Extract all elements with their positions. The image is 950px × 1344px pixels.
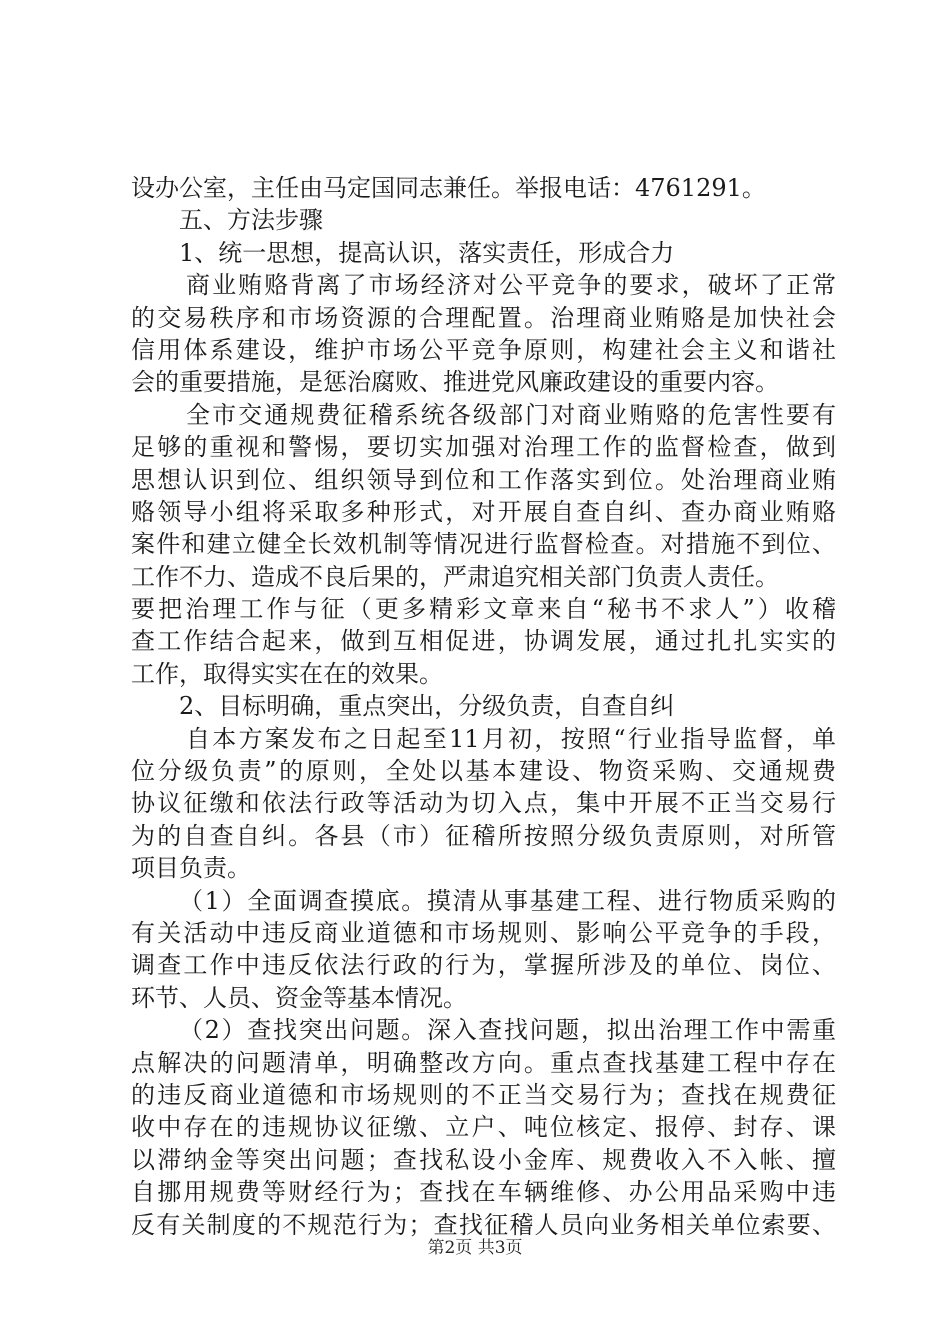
text-line: 商业贿赂背离了市场经济对公平竞争的要求，破坏了正常 [186, 271, 836, 300]
text-line: 设办公室，主任由马定国同志兼任。举报电话：4761291。 [131, 174, 766, 202]
text-line: 的违反商业道德和市场规则的不正当交易行为；查找在规费征 [131, 1080, 836, 1109]
text-line: 工作，取得实实在在的效果。 [131, 659, 443, 688]
section-heading: 五、方法步骤 [179, 206, 323, 235]
subsection-heading: 1、统一思想，提高认识，落实责任，形成合力 [179, 238, 675, 267]
text-line: 的交易秩序和市场资源的合理配置。治理商业贿赂是加快社会 [131, 303, 836, 332]
text-line: 收中存在的违规协议征缴、立户、吨位核定、报停、封存、课 [131, 1113, 836, 1142]
page-number: 第2页 共3页 [427, 1238, 523, 1258]
text-line: 足够的重视和警惕，要切实加强对治理工作的监督检查，做到 [131, 433, 836, 462]
text-line: 要把治理工作与征（更多精彩文章来自“秘书不求人”）收稽 [131, 595, 836, 624]
text-line: 位分级负责”的原则，全处以基本建设、物资采购、交通规费 [131, 757, 836, 786]
text-line: 信用体系建设，维护市场公平竞争原则，构建社会主义和谐社 [131, 335, 836, 364]
text-line: 有关活动中违反商业道德和市场规则、影响公平竞争的手段， [131, 918, 836, 947]
text-line: 会的重要措施，是惩治腐败、推进党风廉政建设的重要内容。 [131, 368, 779, 397]
text-line: 案件和建立健全长效机制等情况进行监督检查。对措施不到位、 [131, 530, 836, 559]
text-line: 项目负责。 [131, 854, 251, 883]
text-line: 全市交通规费征稽系统各级部门对商业贿赂的危害性要有 [186, 400, 836, 429]
text-line: 调查工作中违反依法行政的行为，掌握所涉及的单位、岗位、 [131, 951, 836, 980]
text-line: 查工作结合起来，做到互相促进，协调发展，通过扎扎实实的 [131, 627, 836, 656]
text-line: 协议征缴和依法行政等活动为切入点，集中开展不正当交易行 [131, 789, 836, 818]
text-line: （1）全面调查摸底。摸清从事基建工程、进行物质采购的 [179, 886, 836, 915]
text-line: 工作不力、造成不良后果的，严肃追究相关部门负责人责任。 [131, 562, 779, 591]
text-line: 思想认识到位、组织领导到位和工作落实到位。处治理商业贿 [131, 465, 836, 494]
text-line: （2）查找突出问题。深入查找问题，拟出治理工作中需重 [179, 1016, 836, 1045]
subsection-heading: 2、目标明确，重点突出，分级负责，自查自纠 [179, 692, 675, 721]
text-line: 自本方案发布之日起至11月初，按照“行业指导监督，单 [186, 724, 836, 753]
text-line: 反有关制度的不规范行为；查找征稽人员向业务相关单位索要、 [131, 1210, 836, 1239]
text-line: 为的自查自纠。各县（市）征稽所按照分级负责原则，对所管 [131, 821, 836, 850]
document-body [131, 172, 836, 1241]
text-line: 点解决的问题清单，明确整改方向。重点查找基建工程中存在 [131, 1048, 836, 1077]
text-line: 自挪用规费等财经行为；查找在车辆维修、办公用品采购中违 [131, 1178, 836, 1207]
text-line: 赂领导小组将采取多种形式，对开展自查自纠、查办商业贿赂 [131, 497, 836, 526]
text-line: 环节、人员、资金等基本情况。 [131, 983, 467, 1012]
text-line: 以滞纳金等突出问题；查找私设小金库、规费收入不入帐、擅 [131, 1145, 836, 1174]
